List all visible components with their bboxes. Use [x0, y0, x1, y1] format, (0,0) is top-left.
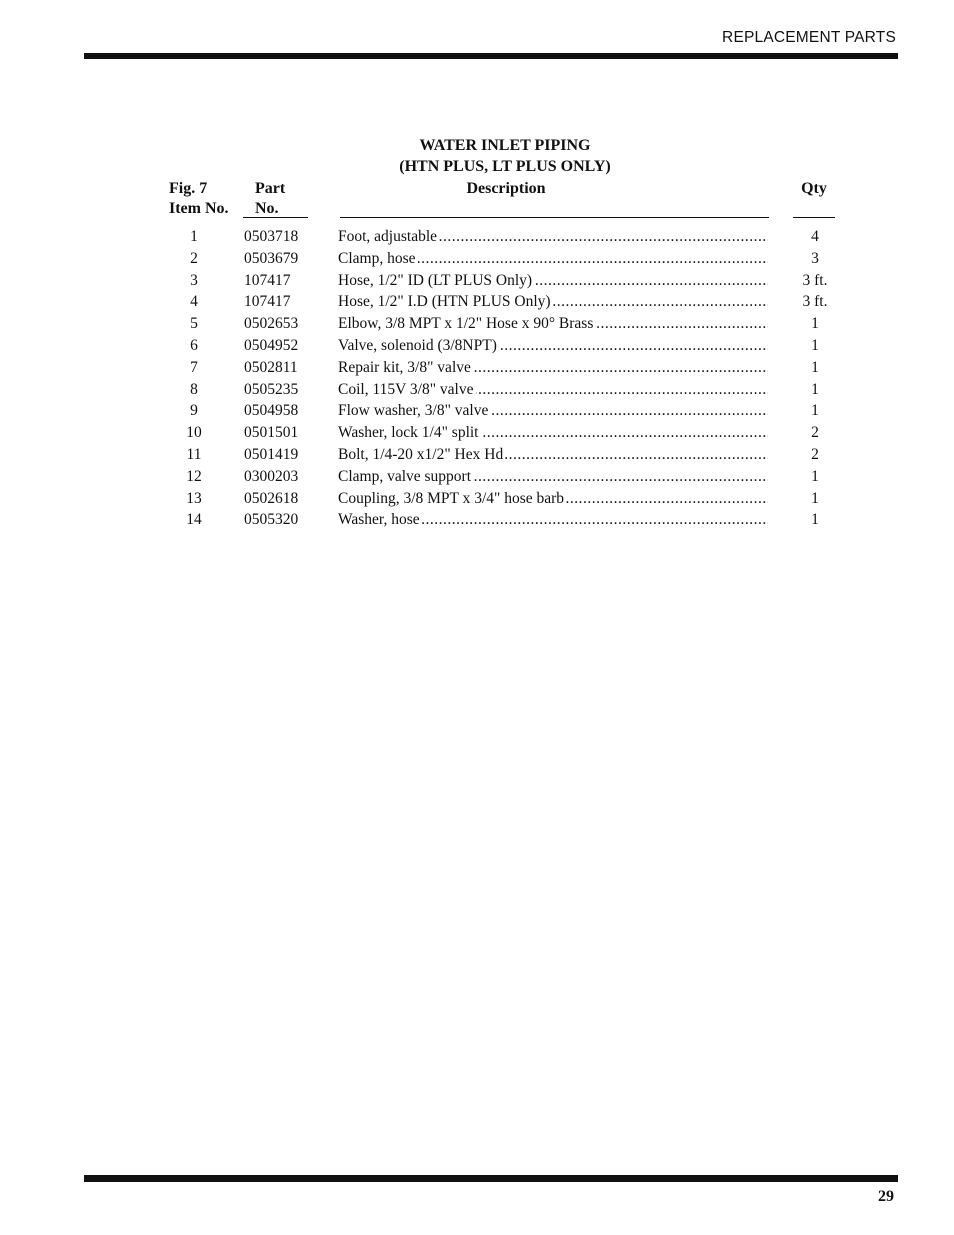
part-number: 0503679	[244, 249, 299, 267]
quantity: 1	[811, 402, 819, 420]
part-description: Bolt, 1/4-20 x1/2" Hex Hd	[338, 445, 504, 463]
column-header-description: Description	[466, 180, 546, 197]
item-number: 14	[186, 511, 202, 529]
table-row	[0, 291, 954, 313]
part-description: Flow washer, 3/8" valve	[338, 402, 489, 420]
table-row	[0, 357, 954, 379]
part-number: 0502618	[244, 489, 299, 507]
item-number: 10	[186, 424, 202, 442]
part-number: 0501501	[244, 424, 299, 442]
quantity: 1	[811, 336, 819, 354]
part-description: Clamp, valve support	[338, 467, 472, 485]
part-column-underline	[243, 217, 308, 218]
table-row	[0, 509, 954, 531]
description-column-underline	[340, 217, 769, 218]
top-rule	[84, 53, 898, 59]
item-number: 12	[186, 467, 202, 485]
table-row	[0, 400, 954, 422]
part-description: Hose, 1/2" ID (LT PLUS Only)	[338, 271, 533, 289]
column-header-item-no: Item No.	[169, 200, 229, 217]
part-description-cell	[338, 488, 768, 510]
item-number: 5	[190, 315, 198, 333]
part-description: Clamp, hose	[338, 249, 416, 267]
part-description: Washer, lock 1/4" split	[338, 424, 479, 442]
bottom-rule	[84, 1175, 898, 1182]
quantity: 1	[811, 489, 819, 507]
part-description-cell	[338, 226, 768, 248]
item-number: 9	[190, 402, 198, 420]
quantity: 1	[811, 511, 819, 529]
part-description-cell	[338, 291, 768, 313]
table-row	[0, 335, 954, 357]
item-number: 7	[190, 358, 198, 376]
parts-table	[0, 226, 954, 531]
item-number: 2	[190, 249, 198, 267]
quantity: 3 ft.	[802, 271, 828, 289]
table-row	[0, 226, 954, 248]
quantity: 1	[811, 358, 819, 376]
item-number: 11	[186, 445, 202, 463]
quantity: 2	[811, 445, 819, 463]
part-description-cell	[338, 444, 768, 466]
column-header-part: Part	[255, 180, 286, 197]
part-description-cell	[338, 400, 768, 422]
item-number: 1	[190, 228, 198, 245]
item-number: 4	[190, 293, 198, 311]
section-title: WATER INLET PIPING	[419, 137, 591, 154]
table-row	[0, 379, 954, 401]
table-row	[0, 422, 954, 444]
quantity: 1	[811, 467, 819, 485]
part-description: Hose, 1/2" I.D (HTN PLUS Only)	[338, 293, 551, 311]
part-description: Repair kit, 3/8" valve	[338, 358, 471, 376]
quantity: 2	[811, 424, 819, 442]
quantity: 3	[811, 249, 819, 267]
part-number: 0504952	[244, 336, 299, 354]
part-number: 0501419	[244, 445, 299, 463]
column-header-fig: Fig. 7	[169, 180, 208, 197]
part-description: Elbow, 3/8 MPT x 1/2" Hose x 90° Brass	[338, 315, 594, 333]
item-number: 3	[190, 271, 198, 289]
section-subtitle: (HTN PLUS, LT PLUS ONLY)	[399, 158, 611, 175]
quantity: 3 ft.	[802, 293, 828, 311]
item-number: 13	[186, 489, 202, 507]
running-head: REPLACEMENT PARTS	[722, 29, 896, 46]
part-number: 0502653	[244, 315, 299, 333]
part-description-cell	[338, 509, 768, 531]
part-description: Washer, hose	[338, 511, 420, 529]
part-description: Valve, solenoid (3/8NPT)	[338, 336, 497, 354]
table-row	[0, 466, 954, 488]
part-number: 0502811	[244, 358, 298, 376]
part-description-cell	[338, 379, 768, 401]
part-number: 0504958	[244, 402, 299, 420]
part-description-cell	[338, 248, 768, 270]
part-number: 0300203	[244, 467, 299, 485]
column-header-qty: Qty	[801, 180, 827, 197]
part-description: Foot, adjustable	[338, 228, 438, 245]
quantity: 4	[811, 228, 819, 245]
part-description: Coil, 115V 3/8" valve	[338, 380, 474, 398]
part-number: 107417	[244, 271, 291, 289]
qty-column-underline	[793, 217, 835, 218]
table-row	[0, 248, 954, 270]
item-number: 8	[190, 380, 198, 398]
part-number: 0503718	[244, 228, 299, 245]
part-description-cell	[338, 466, 768, 488]
part-description-cell	[338, 270, 768, 292]
item-number: 6	[190, 336, 198, 354]
part-description-cell	[338, 422, 768, 444]
table-row	[0, 444, 954, 466]
page-number: 29	[878, 1188, 894, 1205]
part-number: 107417	[244, 293, 291, 311]
table-row	[0, 488, 954, 510]
part-number: 0505235	[244, 380, 299, 398]
quantity: 1	[811, 380, 819, 398]
table-row	[0, 313, 954, 335]
part-description-cell	[338, 335, 768, 357]
part-number: 0505320	[244, 511, 299, 529]
part-description-cell	[338, 357, 768, 379]
table-row	[0, 270, 954, 292]
part-description-cell	[338, 313, 768, 335]
part-description: Coupling, 3/8 MPT x 3/4" hose barb	[338, 489, 565, 507]
column-header-part-no: No.	[255, 200, 279, 217]
quantity: 1	[811, 315, 819, 333]
